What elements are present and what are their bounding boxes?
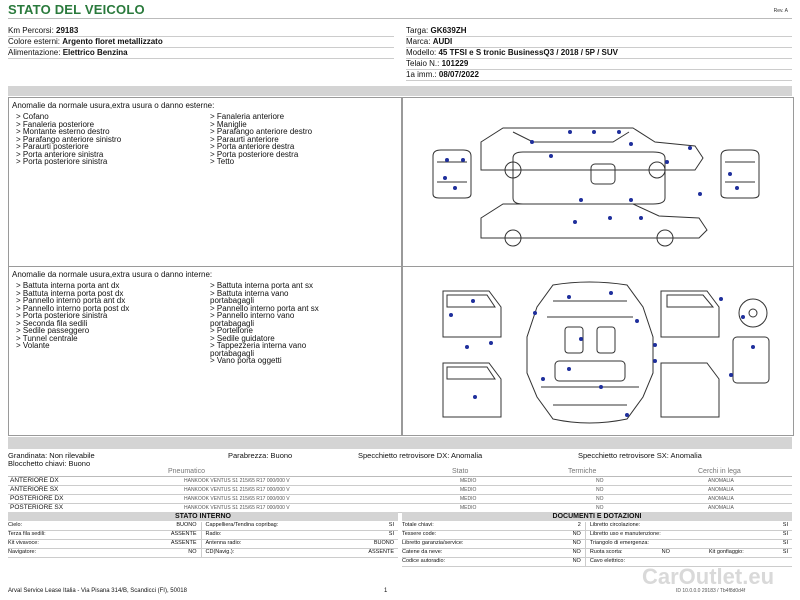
doc-value: SI bbox=[782, 549, 788, 555]
damage-marker bbox=[629, 142, 633, 146]
colore-label: Colore esterni: bbox=[8, 37, 61, 46]
stato-interno-panel bbox=[8, 512, 398, 556]
damage-marker bbox=[549, 154, 553, 158]
table-row bbox=[8, 477, 792, 486]
damage-marker bbox=[617, 130, 621, 134]
damage-marker bbox=[489, 341, 493, 345]
list-item: > Battuta interna porta post dx bbox=[16, 288, 124, 298]
doc-value: NO bbox=[572, 540, 581, 546]
damage-marker bbox=[608, 216, 612, 220]
alimentazione-value: Elettrico Benzina bbox=[62, 48, 128, 57]
tyre-termiche: NO bbox=[596, 478, 604, 484]
stato-interno-grid bbox=[8, 522, 398, 558]
section-separator-bar bbox=[8, 86, 792, 96]
list-item: > Pannello interno vano bbox=[210, 311, 295, 320]
km-label: Km Percorsi: bbox=[8, 26, 54, 35]
damage-marker bbox=[453, 186, 457, 190]
stat-label: Cappelliera/Tendina copribag: bbox=[205, 522, 279, 528]
exterior-diagram-panel bbox=[402, 97, 794, 267]
doc-label: Cavo elettrico: bbox=[589, 558, 625, 564]
info-row-immatricolazione bbox=[406, 70, 792, 81]
tyre-model: HANKOOK VENTUS S1 215/65 R17 000/000 V bbox=[184, 478, 290, 484]
doc-row bbox=[402, 522, 792, 531]
stat-label: Terza fila sedili: bbox=[8, 531, 46, 537]
list-item: portabagagli bbox=[210, 318, 255, 328]
stat-label: Kit vivavoce: bbox=[8, 540, 39, 546]
colore-value: Argento floret metallizzato bbox=[62, 37, 163, 46]
list-item: > Pannello interno porta ant dx bbox=[16, 296, 126, 305]
stat-value: SI bbox=[388, 522, 394, 528]
telaio-value: 101229 bbox=[441, 59, 469, 68]
damage-marker bbox=[741, 315, 745, 319]
exterior-list-col2 bbox=[210, 113, 312, 166]
damage-marker bbox=[567, 295, 571, 299]
list-item: > Tappezzeria interna vano bbox=[210, 341, 307, 350]
doc-label: Ruota scorta: bbox=[589, 549, 623, 555]
col-stato: Stato bbox=[452, 468, 469, 475]
interior-car-diagram bbox=[403, 267, 793, 435]
list-item: > Paraurti anteriore bbox=[210, 134, 279, 144]
list-item: > Tunnel centrale bbox=[16, 333, 78, 343]
documenti-title: DOCUMENTI E DOTAZIONI bbox=[402, 512, 792, 521]
list-item: > Porta anteriore destra bbox=[210, 142, 295, 151]
page-title: STATO DEL VEICOLO bbox=[8, 2, 145, 17]
list-item: > Parafango anteriore sinistro bbox=[16, 134, 122, 144]
tyres-table bbox=[8, 468, 792, 510]
tyre-model: HANKOOK VENTUS S1 215/65 R17 000/000 V bbox=[184, 487, 290, 493]
damage-marker bbox=[635, 319, 639, 323]
tyre-model: HANKOOK VENTUS S1 215/65 R17 000/000 V bbox=[184, 505, 290, 511]
list-item: > Sedile guidatore bbox=[210, 333, 275, 343]
damage-marker bbox=[530, 140, 534, 144]
targa-value: GK639ZH bbox=[430, 26, 467, 35]
doc-value: SI bbox=[782, 531, 788, 537]
footer-page-number: 1 bbox=[384, 588, 388, 594]
tyre-termiche: NO bbox=[596, 496, 604, 502]
damage-marker bbox=[465, 345, 469, 349]
imm-value: 08/07/2022 bbox=[438, 70, 479, 79]
list-item: > Volante bbox=[16, 341, 50, 350]
list-item: > Pannello interno porta ant sx bbox=[210, 303, 319, 313]
damage-marker bbox=[573, 220, 577, 224]
damage-marker bbox=[735, 186, 739, 190]
stato-interno-title: STATO INTERNO bbox=[8, 512, 398, 521]
info-row-km bbox=[8, 26, 394, 37]
doc-value: NO bbox=[572, 558, 581, 564]
damage-marker bbox=[592, 130, 596, 134]
modello-value: 45 TFSI e S tronic BusinessQ3 / 2018 / 5P / SUV bbox=[438, 48, 618, 57]
interior-list-col1 bbox=[16, 282, 129, 350]
exterior-car-diagram bbox=[403, 98, 793, 266]
damage-marker bbox=[473, 395, 477, 399]
doc-label: Libretto garanzia/service: bbox=[402, 540, 464, 546]
stat-row bbox=[8, 522, 398, 531]
tyre-cerchi: ANOMALIA bbox=[708, 487, 734, 493]
list-item: > Portellone bbox=[210, 326, 253, 335]
doc-value: SI bbox=[782, 540, 788, 546]
damage-marker bbox=[541, 377, 545, 381]
tyre-termiche: NO bbox=[596, 505, 604, 511]
damage-marker bbox=[639, 216, 643, 220]
doc-value: 2 bbox=[577, 522, 581, 528]
interior-section-title: Anomalie da normale usura,extra usura o danno interne: bbox=[12, 270, 213, 279]
blocchetto-text: Blocchetto chiavi: Buono bbox=[8, 459, 91, 468]
vehicle-info-right bbox=[406, 26, 792, 81]
stat-value: NO bbox=[188, 549, 197, 555]
doc-label: Kit gonfiaggio: bbox=[708, 549, 744, 555]
interior-diagram-panel bbox=[402, 266, 794, 436]
info-row-alimentazione bbox=[8, 48, 394, 59]
documenti-grid bbox=[402, 522, 792, 567]
list-item: > Montante esterno destro bbox=[16, 127, 110, 136]
stat-value: ASSENTE bbox=[368, 549, 394, 555]
info-row-telaio bbox=[406, 59, 792, 70]
damage-marker bbox=[653, 343, 657, 347]
tyre-stato: MEDIO bbox=[460, 496, 477, 502]
targa-label: Targa: bbox=[406, 26, 429, 35]
col-pneumatico: Pneumatico bbox=[168, 468, 205, 475]
tyre-stato: MEDIO bbox=[460, 487, 477, 493]
damage-marker bbox=[653, 359, 657, 363]
km-value: 29183 bbox=[56, 26, 79, 35]
footer-ref: ID 10.0.0.0 29183 / Tb4f8d0d4f bbox=[676, 588, 746, 594]
doc-value: NO bbox=[572, 531, 581, 537]
damage-marker bbox=[443, 176, 447, 180]
damage-marker bbox=[461, 158, 465, 162]
col-termiche: Termiche bbox=[568, 468, 597, 475]
info-row-targa bbox=[406, 26, 792, 37]
condition-summary bbox=[8, 451, 792, 469]
damage-marker bbox=[599, 385, 603, 389]
tyre-termiche: NO bbox=[596, 487, 604, 493]
damage-marker bbox=[567, 367, 571, 371]
list-item: > Fanaleria posteriore bbox=[16, 119, 95, 129]
tyre-stato: MEDIO bbox=[460, 505, 477, 511]
alimentazione-label: Alimentazione: bbox=[8, 48, 61, 57]
doc-label: Totale chiavi: bbox=[402, 522, 434, 528]
parabrezza-text: Parabrezza: Buono bbox=[228, 451, 293, 460]
exterior-damage-text-panel bbox=[8, 97, 402, 267]
list-item: > Fanaleria anteriore bbox=[210, 112, 285, 121]
damage-marker bbox=[688, 146, 692, 150]
tyre-model: HANKOOK VENTUS S1 215/65 R17 000/000 V bbox=[184, 496, 290, 502]
stat-label: Radio: bbox=[205, 531, 222, 537]
section-separator-bar-2 bbox=[8, 437, 792, 449]
doc-label: Libretto circolazione: bbox=[589, 522, 641, 528]
marca-value: AUDI bbox=[432, 37, 453, 46]
title-divider bbox=[8, 18, 792, 19]
damage-marker bbox=[625, 413, 629, 417]
doc-row bbox=[402, 549, 792, 558]
doc-row bbox=[402, 540, 792, 549]
list-item: > Sedile passeggero bbox=[16, 326, 90, 335]
interior-list-col2 bbox=[210, 282, 319, 365]
damage-marker bbox=[729, 373, 733, 377]
stat-label: Cielo: bbox=[8, 522, 23, 528]
tyre-cerchi: ANOMALIA bbox=[708, 478, 734, 484]
marca-label: Marca: bbox=[406, 37, 431, 46]
list-item: > Paraurti posteriore bbox=[16, 142, 89, 151]
doc-label: Libretto uso e manutenzione: bbox=[589, 531, 661, 537]
doc-label: Tessere code: bbox=[402, 531, 437, 537]
tyre-cerchi: ANOMALIA bbox=[708, 496, 734, 502]
tyres-header bbox=[8, 468, 792, 477]
stat-value: BUONO bbox=[176, 522, 197, 528]
doc-label: Catene da neve: bbox=[402, 549, 443, 555]
doc-value: NO bbox=[572, 549, 581, 555]
interior-damage-text-panel bbox=[8, 266, 402, 436]
stat-value: BUONO bbox=[373, 540, 394, 546]
damage-marker bbox=[445, 158, 449, 162]
damage-marker bbox=[449, 313, 453, 317]
damage-marker bbox=[719, 297, 723, 301]
damage-marker bbox=[698, 192, 702, 196]
list-item: > Battuta interna porta ant dx bbox=[16, 281, 120, 290]
doc-value: SI bbox=[782, 522, 788, 528]
info-row-modello bbox=[406, 48, 792, 59]
revision-label: Rev. A bbox=[773, 8, 788, 14]
list-item: > Cofano bbox=[16, 112, 49, 121]
list-item: > Seconda fila sedili bbox=[16, 318, 88, 328]
exterior-list-col1 bbox=[16, 113, 121, 166]
list-item: > Pannello interno porta post dx bbox=[16, 303, 130, 313]
list-item: > Parafango anteriore destro bbox=[210, 127, 313, 136]
exterior-section-title: Anomalie da normale usura,extra usura o danno esterne: bbox=[12, 101, 215, 110]
stat-value: ASSENTE bbox=[170, 531, 197, 537]
stat-label: Navigatore: bbox=[8, 549, 37, 555]
list-item: > Battuta interna porta ant sx bbox=[210, 281, 313, 290]
doc-label: Codice autoradio: bbox=[402, 558, 446, 564]
damage-marker bbox=[665, 160, 669, 164]
tyre-position: ANTERIORE DX bbox=[10, 477, 59, 484]
stat-value: SI bbox=[388, 531, 394, 537]
table-row bbox=[8, 486, 792, 495]
modello-label: Modello: bbox=[406, 48, 437, 57]
damage-marker bbox=[533, 311, 537, 315]
damage-marker bbox=[471, 299, 475, 303]
table-row bbox=[8, 495, 792, 504]
info-row-colore bbox=[8, 37, 394, 48]
list-item: > Tetto bbox=[210, 157, 235, 166]
stat-label: CD(Navig.): bbox=[205, 549, 235, 555]
damage-marker bbox=[568, 130, 572, 134]
doc-label: Triangolo di emergenza: bbox=[589, 540, 649, 546]
damage-marker bbox=[751, 345, 755, 349]
stat-label: Antenna radio: bbox=[205, 540, 242, 546]
list-item: portabagagli bbox=[210, 296, 255, 305]
list-item: > Porta anteriore sinistra bbox=[16, 149, 104, 159]
specchio-sx-text: Specchietto retrovisore SX: Anomalia bbox=[578, 451, 702, 460]
info-row-marca bbox=[406, 37, 792, 48]
doc-row bbox=[402, 531, 792, 540]
stat-value: ASSENTE bbox=[170, 540, 197, 546]
vehicle-info-left bbox=[8, 26, 394, 59]
tyre-cerchi: ANOMALIA bbox=[708, 505, 734, 511]
stat-row bbox=[8, 540, 398, 549]
tyre-position: ANTERIORE SX bbox=[10, 486, 59, 493]
list-item: > Battuta interna vano bbox=[210, 288, 289, 298]
damage-marker bbox=[579, 337, 583, 341]
list-item: > Vano porta oggetti bbox=[210, 356, 282, 365]
list-item: > Porta posteriore destra bbox=[210, 149, 299, 159]
stat-row bbox=[8, 549, 398, 558]
specchio-dx-text: Specchietto retrovisore DX: Anomalia bbox=[358, 451, 483, 460]
tyre-stato: MEDIO bbox=[460, 478, 477, 484]
footer-address: Arval Service Lease Italia - Via Pisana 314/B, Scandicci (FI), 50018 bbox=[8, 588, 187, 594]
damage-marker bbox=[579, 198, 583, 202]
doc-value: NO bbox=[661, 549, 670, 555]
col-cerchi: Cerchi in lega bbox=[698, 468, 741, 475]
list-item: > Porta posteriore sinistra bbox=[16, 311, 108, 320]
documenti-panel bbox=[402, 512, 792, 564]
stat-row bbox=[8, 531, 398, 540]
imm-label: 1a imm.: bbox=[406, 70, 437, 79]
damage-marker bbox=[609, 291, 613, 295]
tyres-body bbox=[8, 477, 792, 513]
list-item: > Maniglie bbox=[210, 119, 247, 129]
list-item: portabagagli bbox=[210, 348, 255, 358]
grandinata-text: Grandinata: Non rilevabile bbox=[8, 451, 95, 460]
carOutlet-watermark: CarOutlet.eu bbox=[642, 564, 775, 589]
telaio-label: Telaio N.: bbox=[406, 59, 440, 68]
tyre-position: POSTERIORE SX bbox=[10, 504, 64, 511]
tyre-position: POSTERIORE DX bbox=[10, 495, 64, 502]
damage-marker bbox=[728, 172, 732, 176]
damage-marker bbox=[629, 198, 633, 202]
list-item: > Porta posteriore sinistra bbox=[16, 157, 108, 166]
